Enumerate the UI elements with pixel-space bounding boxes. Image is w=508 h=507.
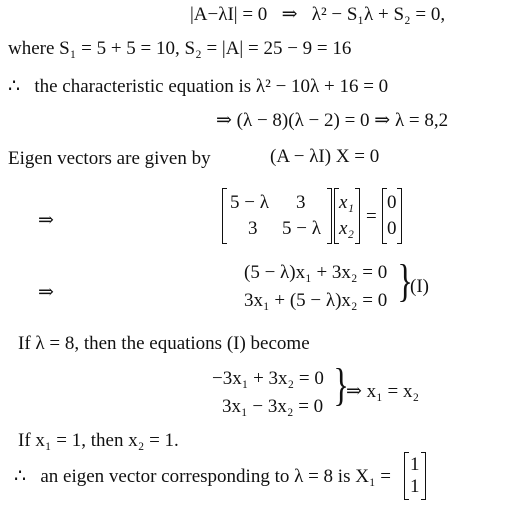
eigenvector-v1: 1 [410,454,420,475]
eigenvector-result [404,452,426,500]
matrix-right-bracket [327,188,332,244]
zero-2: 0 [387,218,397,239]
matrix-a12: 3 [296,192,306,213]
system2-result: ⇒ x₁ = x₂ [346,381,420,402]
variable-vector [334,188,360,244]
characteristic-condition [190,4,445,26]
matrix-a11: 5 − λ [230,192,269,213]
system1-tag: (I) [410,276,429,297]
x1-equals-1-line: If x₁ = 1, then x₂ = 1. [18,430,179,451]
final-eigenvector-line [14,466,391,488]
eigenvector-equation: (A − λI) X = 0 [270,146,380,167]
condition-lhs: |A−λI| = 0 [190,4,268,25]
zero-vector [382,188,402,244]
eigenvector-intro-label: Eigen vectors are given by [8,148,211,169]
matrix-a22: 5 − λ [282,218,321,239]
vector-x1: x₁ [339,192,355,213]
eigenvalues-line: ⇒ (λ − 8)(λ − 2) = 0 ⇒ λ = 8,2 [216,110,449,131]
system1-brace: } [397,255,413,306]
characteristic-equation-line [8,76,388,98]
system2-brace: } [333,359,349,410]
lambda-8-line: If λ = 8, then the equations (I) become [18,333,310,354]
system2-eq1: −3x₁ + 3x₂ = 0 [212,368,324,389]
characteristic-equation-text: the characteristic equation is λ² − 10λ + 16 = 0 [34,76,389,97]
system1-eq2: 3x₁ + (5 − λ)x₂ = 0 [244,290,388,311]
condition-rhs: λ² − S₁λ + S₂ = 0, [311,4,446,25]
system2-eq2: 3x₁ − 3x₂ = 0 [222,396,324,417]
vector-x2: x₂ [339,218,355,239]
matrix-a21: 3 [248,218,258,239]
matrix-equals: = [366,206,377,227]
system1-eq1: (5 − λ)x₁ + 3x₂ = 0 [244,262,388,283]
final-eigenvector-text: an eigen vector corresponding to λ = 8 is X₁ = [40,466,392,487]
implies-arrow: ⇒ [281,4,298,25]
zero-1: 0 [387,192,397,213]
s-values-line: where S₁ = 5 + 5 = 10, S₂ = |A| = 25 − 9 = 16 [8,38,352,59]
therefore-symbol: ∴ [8,76,21,97]
therefore-symbol-final: ∴ [14,466,27,487]
matrix-left-bracket [222,188,227,244]
matrix-implies-arrow: ⇒ [38,210,54,231]
eigenvector-v2: 1 [410,476,420,497]
system-implies-arrow: ⇒ [38,282,54,303]
coefficient-matrix [222,188,332,244]
